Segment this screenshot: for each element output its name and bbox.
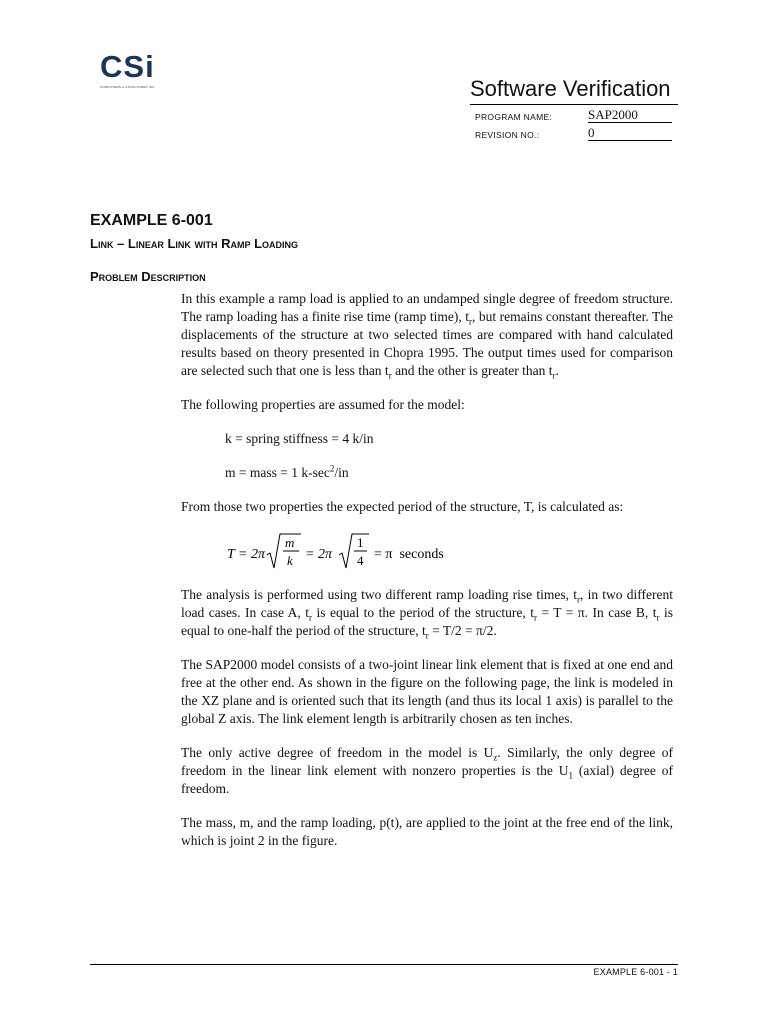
logo-subtext: COMPUTERS & STRUCTURES INC.	[100, 85, 156, 89]
eq-rhs: = π seconds	[374, 547, 444, 562]
program-value: SAP2000	[588, 108, 672, 123]
paragraph-model: The SAP2000 model consists of a two-joint linear link element that is fixed at one end and free at the other end. As shown in the figure on the following page, the link is modeled in the XZ plane and is oriented such that its length (and thus its local 1 axis) is parallel to the global Z axis. The link element length is arbitrarily chosen as ten inches.	[181, 657, 673, 726]
eq-den2: 4	[357, 553, 364, 568]
paragraph-intro: In this example a ramp load is applied to an undamped single degree of freedom structure. The ramp loading has a finite rise time (ramp time), $t_r$, but remains constant thereafter. The displacements of the structure at two selected times are compared with hand calculated results based on theory presented in Chopra 1995. The output times used for comparison are selected such that one is less than $t_r$ and the other is greater than $t_r$.	[181, 291, 673, 381]
paragraph-dof: The only active degree of freedom in the model is $U_z$. Similarly, the only degree of freedom in the linear link element with nonzero properties is the $U_1$ (axial) degree of freedom.	[181, 745, 673, 796]
header-divider	[470, 104, 678, 105]
footer-divider	[90, 964, 678, 965]
example-subtitle: Link – Linear Link with Ramp Loading	[90, 236, 299, 251]
eq-num1: m	[285, 535, 295, 550]
eq-mid: = 2π	[305, 547, 332, 562]
eq-lhs: T = 2π	[227, 547, 265, 562]
paragraph-period: From those two properties the expected period of the structure, T, is calculated as:	[181, 499, 624, 514]
revision-value: 0	[588, 126, 672, 141]
paragraph-analysis: The analysis is performed using two different ramp loading rise times, $t_r$, in two different load cases. In case A, $t_r$ is equal to the period of the structure, $t_r = T = \pi$. In case B, $t_r$ is equal to one-half the period of the structure, $t_r = T/2 = \pi/2$.	[181, 587, 673, 641]
footer-page-label: EXAMPLE 6-001 - 1	[593, 967, 678, 977]
period-equation	[181, 528, 673, 576]
program-label: PROGRAM NAME:	[475, 112, 553, 122]
example-title: EXAMPLE 6-001	[90, 212, 213, 229]
eq-den1: k	[287, 553, 293, 568]
csi-logo	[100, 49, 156, 92]
section-heading: Problem Description	[90, 269, 206, 284]
logo-text: CSi	[100, 49, 155, 84]
paragraph-properties: The following properties are assumed for the model:	[181, 397, 465, 412]
property-k: k = spring stiffness = 4 k/in	[225, 431, 374, 446]
eq-num2: 1	[357, 535, 364, 550]
property-m: m = mass = 1 $k-\sec^2/in$	[225, 463, 349, 480]
paragraph-mass-loading: The mass, m, and the ramp loading, p(t), are applied to the joint at the free end of the link, which is joint 2 in the figure.	[181, 815, 673, 848]
revision-label: REVISION NO.:	[475, 130, 540, 140]
page-title: Software Verification	[470, 76, 671, 101]
body-content	[181, 290, 673, 850]
